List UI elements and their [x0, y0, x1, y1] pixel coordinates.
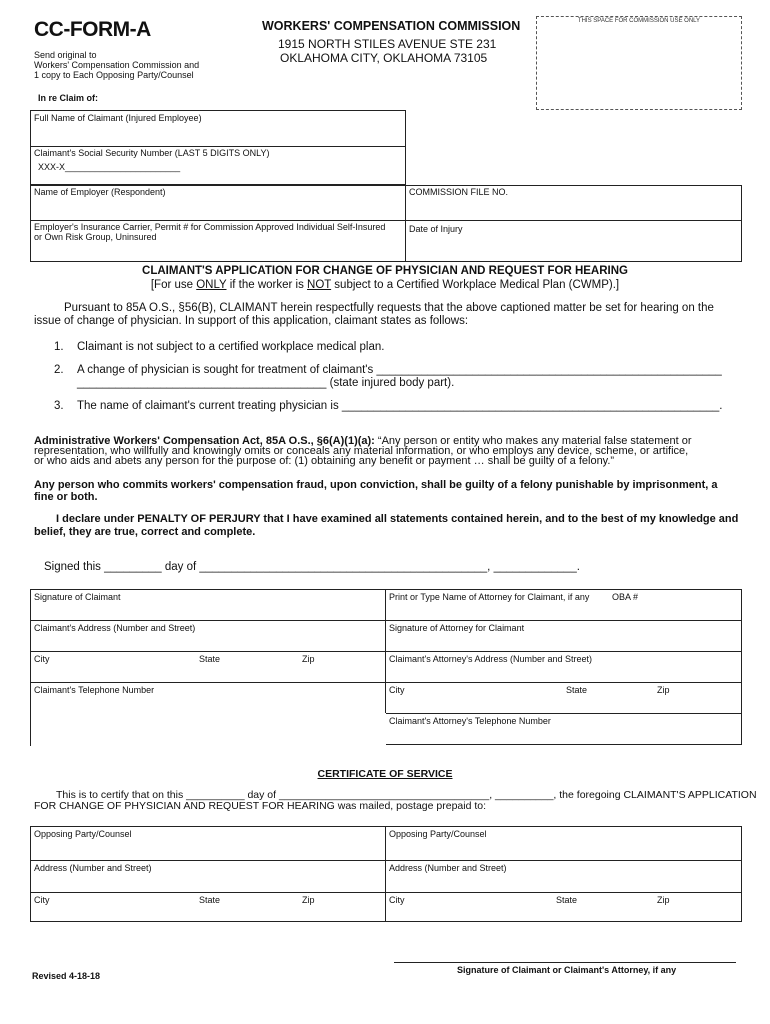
send-line-3: 1 copy to Each Opposing Party/Counsel — [34, 70, 194, 80]
item-2-text-cont[interactable]: _______________________________________ (state injured body part). — [77, 377, 455, 389]
full-name-label: Full Name of Claimant (Injured Employee) — [34, 113, 202, 123]
opposing-party-2-field[interactable]: Opposing Party/Counsel — [389, 829, 487, 839]
attorney-city-field[interactable]: City — [389, 685, 405, 695]
agency-address-2: OKLAHOMA CITY, OKLAHOMA 73105 — [280, 51, 488, 65]
attorney-name-field[interactable]: Print or Type Name of Attorney for Claimant, if any — [389, 592, 590, 602]
claimant-state-field[interactable]: State — [199, 654, 221, 664]
commission-use-box — [536, 16, 742, 110]
attorney-signature-field[interactable]: Signature of Attorney for Claimant — [389, 623, 525, 633]
signature-line[interactable] — [394, 962, 736, 963]
subtitle-part: [For use — [150, 279, 197, 291]
date-of-injury-label: Date of Injury — [409, 224, 463, 234]
claimant-city-field[interactable]: City — [34, 654, 50, 664]
certificate-line-2: FOR CHANGE OF PHYSICIAN AND REQUEST FOR HEARING was mailed, postage prepaid to: — [34, 800, 487, 812]
perjury-line-1: I declare under PENALTY OF PERJURY that I have examined all statements contained herein, and to the best of my knowledge and — [56, 513, 739, 525]
fraud-warning — [34, 479, 718, 503]
perjury-declaration — [34, 513, 738, 539]
carrier-label — [30, 220, 389, 244]
agency-address-1: 1915 NORTH STILES AVENUE STE 231 — [278, 37, 497, 51]
signed-line[interactable]: Signed this _________ day of _____________________________________________, _____________. — [44, 561, 580, 573]
admin-act-text: or who aids and abets any person for the purpose of: (1) obtaining any benefit or payment … shall be guilty of a felony.” — [34, 455, 615, 467]
send-line-1: Send original to — [34, 50, 97, 60]
subtitle-part: if the worker is — [226, 279, 308, 291]
claimant-zip-field[interactable]: Zip — [302, 654, 315, 664]
admin-act-citation: Administrative Workers' Compensation Act, 85A O.S., §6(A)(1)(a): — [34, 435, 375, 447]
certificate-line-1[interactable]: This is to certify that on this __________ day of ____________________________________, __________, the foregoing CLAIMANT'S APPLICATION — [56, 789, 757, 801]
agency-name: WORKERS' COMPENSATION COMMISSION — [262, 19, 521, 33]
revised-date: Revised 4-18-18 — [32, 971, 101, 981]
oba-field[interactable]: OBA # — [612, 592, 639, 602]
ssn-label: Claimant's Social Security Number (LAST 5 DIGITS ONLY) — [34, 148, 270, 158]
opposing-state-2-field[interactable]: State — [556, 895, 578, 905]
item-3-number: 3. — [54, 400, 64, 412]
opposing-state-1-field[interactable]: State — [199, 895, 221, 905]
blank-cell — [30, 713, 386, 746]
subtitle-not: NOT — [307, 279, 332, 291]
file-no-label: COMMISSION FILE NO. — [409, 187, 509, 197]
opposing-zip-1-field[interactable]: Zip — [302, 895, 315, 905]
attorney-phone-field[interactable]: Claimant's Attorney's Telephone Number — [389, 716, 551, 726]
ssn-field[interactable]: XXX-X_______________________ — [38, 162, 181, 172]
subtitle-part: subject to a Certified Workplace Medical Plan (CWMP).] — [331, 279, 620, 291]
certificate-title: CERTIFICATE OF SERVICE — [317, 768, 453, 780]
item-1-text: Claimant is not subject to a certified workplace medical plan. — [77, 341, 385, 353]
signature-claimant-field[interactable]: Signature of Claimant — [34, 592, 121, 602]
claimant-phone-field[interactable]: Claimant's Telephone Number — [34, 685, 155, 695]
perjury-line-2: belief, they are true, correct and complete. — [34, 526, 256, 538]
attorney-address-field[interactable]: Claimant's Attorney's Address (Number and Street) — [389, 654, 593, 664]
opposing-party-1-field[interactable]: Opposing Party/Counsel — [34, 829, 132, 839]
item-1-number: 1. — [54, 341, 64, 353]
form-id: CC-FORM-A — [34, 18, 151, 41]
opposing-address-2-field[interactable]: Address (Number and Street) — [389, 863, 507, 873]
footer-signature-label: Signature of Claimant or Claimant's Attorney, if any — [457, 965, 677, 975]
admin-act-paragraph — [34, 436, 692, 466]
item-2-number: 2. — [54, 364, 64, 376]
opposing-city-2-field[interactable]: City — [389, 895, 405, 905]
employer-label: Name of Employer (Respondent) — [34, 187, 166, 197]
in-re-claim-label: In re Claim of: — [38, 93, 99, 103]
form-title: CLAIMANT'S APPLICATION FOR CHANGE OF PHYSICIAN AND REQUEST FOR HEARING — [142, 265, 628, 277]
send-instructions — [34, 50, 199, 80]
fraud-line-1: Any person who commits workers' compensation fraud, upon conviction, shall be guilty of a felony punishable by imprisonment, a — [34, 479, 718, 491]
carrier-line-2: or Own Risk Group, Uninsured — [34, 232, 157, 242]
commission-use-label: THIS SPACE FOR COMMISSION USE ONLY — [577, 18, 701, 24]
subtitle-only: ONLY — [196, 279, 227, 291]
opposing-zip-2-field[interactable]: Zip — [657, 895, 670, 905]
send-line-2: Workers' Compensation Commission and — [34, 60, 200, 70]
admin-act-text: representation, who willfully and knowingly omits or conceals any material information, or who employs any device, scheme, or artifice, — [34, 445, 689, 457]
claimant-address-field[interactable]: Claimant's Address (Number and Street) — [34, 623, 196, 633]
admin-act-text: “Any person or entity who makes any material false statement or — [374, 435, 692, 447]
opposing-city-1-field[interactable]: City — [34, 895, 50, 905]
pursuant-line-2: issue of change of physician. In support of this application, claimant states as follows: — [34, 315, 469, 327]
item-2-text[interactable]: A change of physician is sought for treatment of claimant's ______________________________________________________ — [77, 364, 722, 376]
opposing-address-1-field[interactable]: Address (Number and Street) — [34, 863, 152, 873]
attorney-state-field[interactable]: State — [566, 685, 588, 695]
pursuant-line-1: Pursuant to 85A O.S., §56(B), CLAIMANT herein respectfully requests that the above captioned matter be set for hearing on the — [64, 302, 714, 314]
attorney-zip-field[interactable]: Zip — [657, 685, 670, 695]
carrier-line-1: Employer's Insurance Carrier, Permit # for Commission Approved Individual Self-Insured — [34, 222, 386, 232]
fraud-line-2: fine or both. — [34, 491, 98, 503]
form-subtitle — [0, 279, 770, 291]
item-3-text[interactable]: The name of claimant's current treating physician is ___________________________________________________________. — [77, 400, 723, 412]
